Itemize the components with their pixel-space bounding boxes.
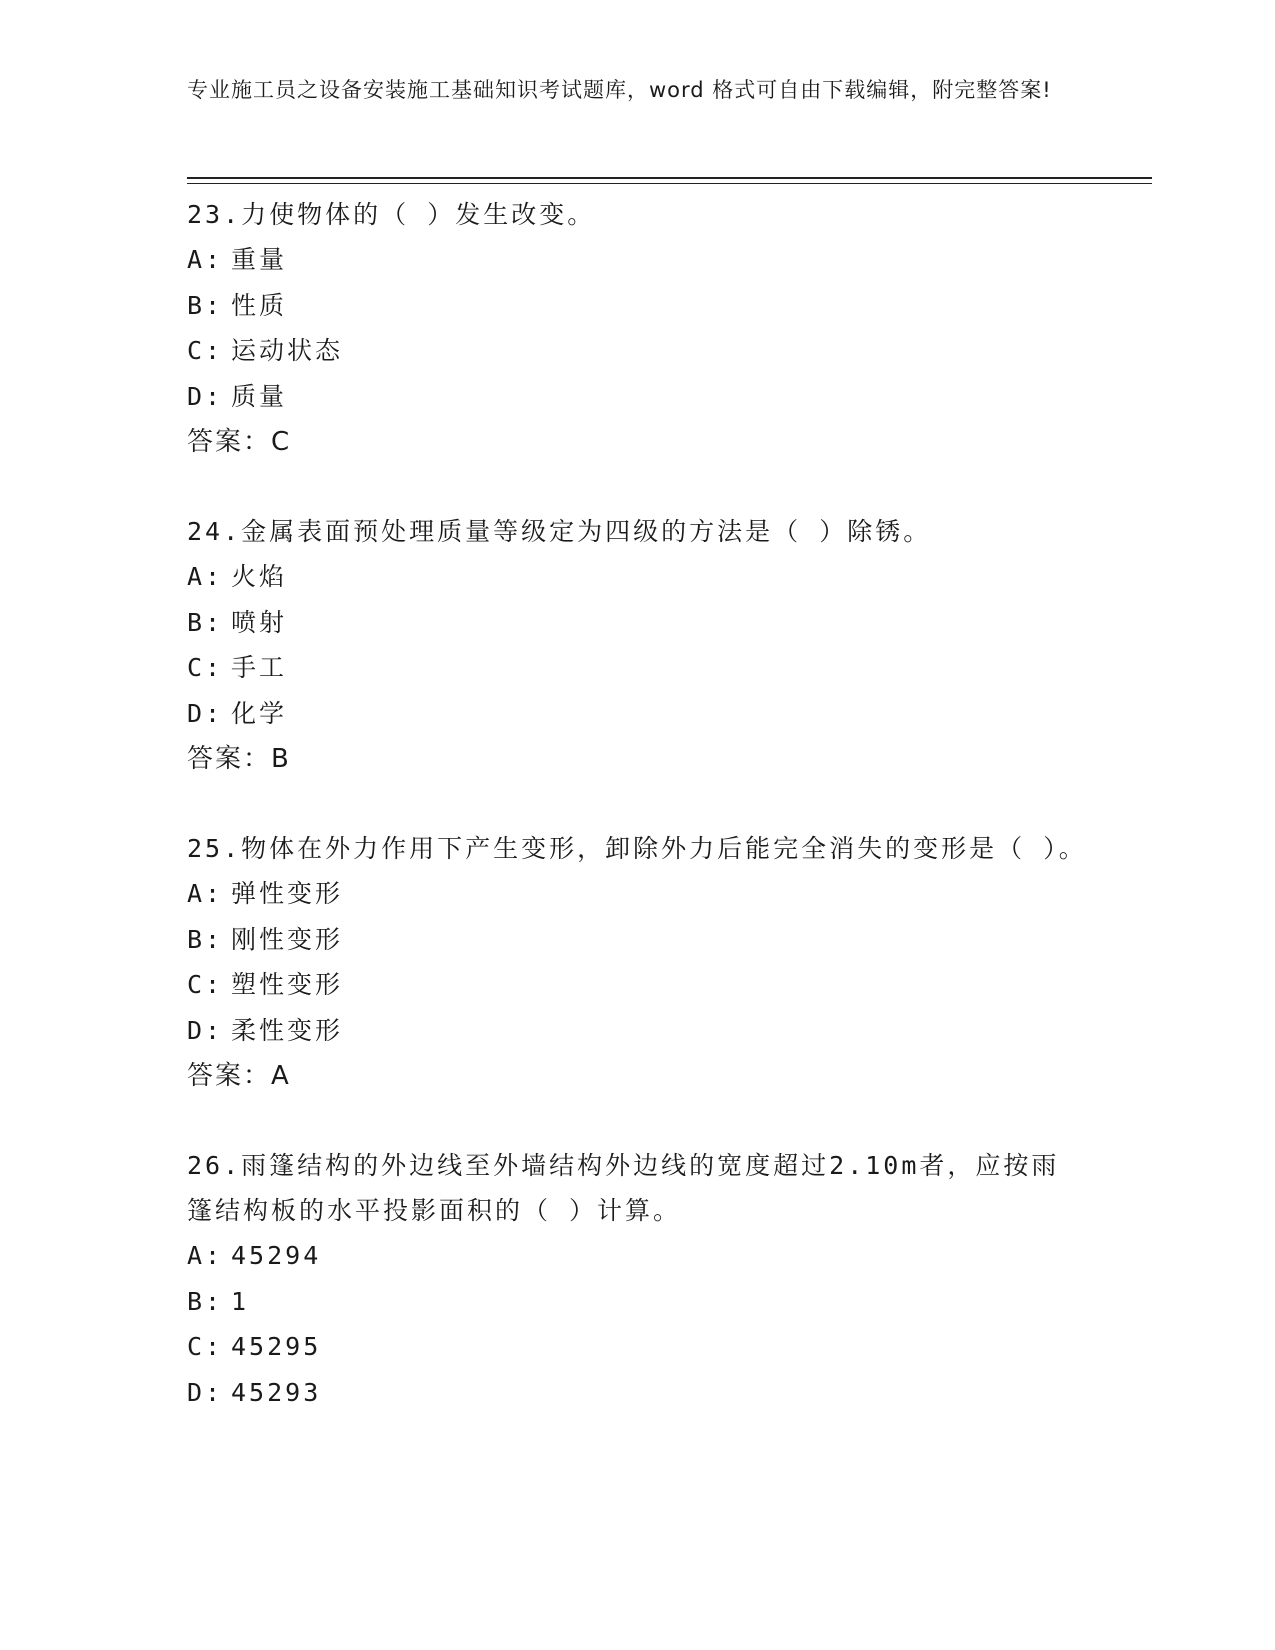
option-key: B:	[187, 1286, 224, 1316]
option-text: 弹性变形	[231, 879, 344, 908]
option-text: 手工	[231, 653, 288, 682]
option-d	[187, 1370, 1087, 1416]
option-key: A:	[187, 245, 224, 274]
option-c	[187, 962, 1087, 1008]
header-rule-thin	[187, 183, 1152, 184]
option-text: 质量	[231, 381, 288, 411]
option-text: 45295	[231, 1332, 322, 1361]
option-c	[187, 328, 1087, 374]
option-text: 1	[231, 1286, 250, 1316]
document-header: 专业施工员之设备安装施工基础知识考试题库，word 格式可自由下载编辑，附完整答案!	[187, 78, 1052, 102]
option-a	[187, 237, 1087, 283]
option-text: 化学	[231, 698, 288, 728]
option-text: 45293	[231, 1377, 322, 1407]
question-24	[187, 509, 1087, 782]
option-key: C:	[187, 336, 224, 365]
question-stem: 26.雨篷结构的外边线至外墙结构外边线的宽度超过2.10m者，应按雨篷结构板的水平投影面积的（ ）计算。	[187, 1151, 1060, 1225]
header-rule-thick	[187, 177, 1152, 179]
option-d	[187, 374, 1087, 420]
option-key: D:	[187, 381, 224, 411]
question-23	[187, 192, 1087, 465]
option-key: A:	[187, 879, 224, 908]
option-b	[187, 283, 1087, 329]
option-text: 柔性变形	[231, 1015, 344, 1045]
answer-line: 答案：B	[187, 744, 291, 774]
question-stem: 23.力使物体的（ ）发生改变。	[187, 200, 596, 229]
option-b	[187, 600, 1087, 646]
option-key: A:	[187, 1241, 224, 1270]
option-key: B:	[187, 290, 224, 320]
question-list	[187, 192, 1087, 1459]
question-stem: 25.物体在外力作用下产生变形，卸除外力后能完全消失的变形是（ ）。	[187, 834, 1087, 863]
question-stem: 24.金属表面预处理质量等级定为四级的方法是（ ）除锈。	[187, 517, 932, 546]
option-d	[187, 1008, 1087, 1054]
option-key: A:	[187, 562, 224, 591]
answer-line: 答案：C	[187, 427, 292, 457]
option-key: B:	[187, 607, 224, 637]
option-key: D:	[187, 698, 224, 728]
option-d	[187, 691, 1087, 737]
option-text: 45294	[231, 1241, 322, 1270]
option-text: 喷射	[231, 607, 288, 637]
question-26	[187, 1143, 1087, 1415]
option-key: D:	[187, 1015, 224, 1045]
option-text: 运动状态	[231, 336, 344, 365]
option-a	[187, 554, 1087, 600]
option-a	[187, 871, 1087, 917]
option-text: 火焰	[231, 562, 288, 591]
option-key: B:	[187, 924, 224, 954]
option-text: 塑性变形	[231, 970, 344, 999]
answer-line: 答案：A	[187, 1061, 291, 1091]
option-key: C:	[187, 1332, 224, 1361]
option-key: C:	[187, 653, 224, 682]
option-c	[187, 1324, 1087, 1370]
option-b	[187, 917, 1087, 963]
option-b	[187, 1279, 1087, 1325]
option-text: 重量	[231, 245, 288, 274]
option-text: 刚性变形	[231, 924, 344, 954]
option-text: 性质	[231, 290, 288, 320]
option-a	[187, 1233, 1087, 1279]
option-key: D:	[187, 1377, 224, 1407]
option-c	[187, 645, 1087, 691]
option-key: C:	[187, 970, 224, 999]
question-25	[187, 826, 1087, 1099]
